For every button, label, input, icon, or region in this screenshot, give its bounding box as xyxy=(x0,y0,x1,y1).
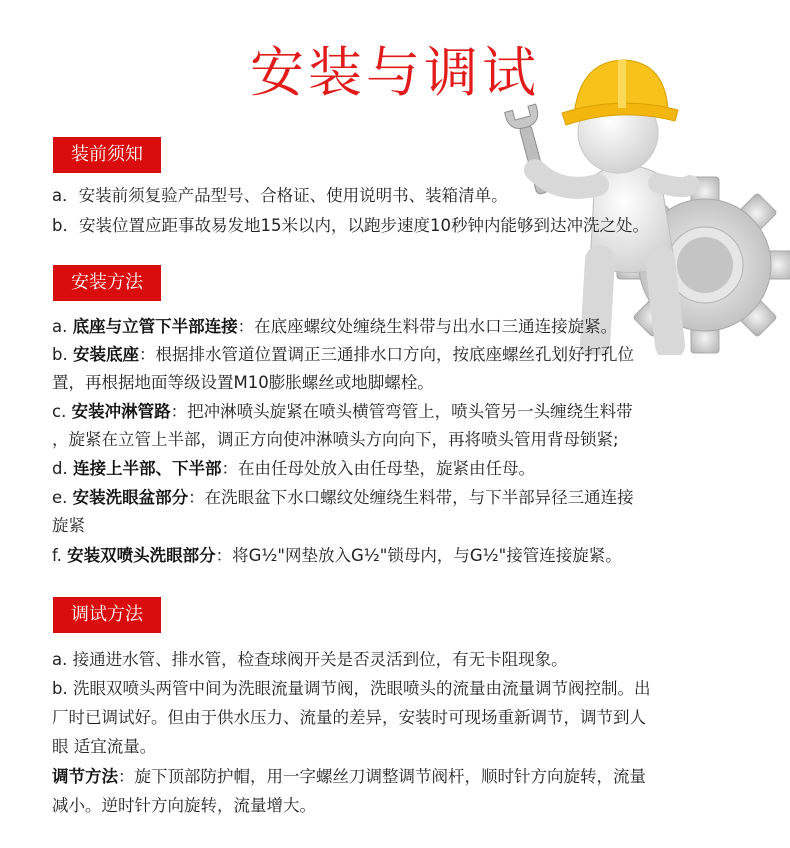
install-item-e: e. 安装洗眼盆部分：在洗眼盆下水口螺纹处缠绕生料带，与下半部异径三通连接 xyxy=(52,488,634,507)
install-item-b-cont: 置，再根据地面等级设置M10膨胀螺丝或地脚螺栓。 xyxy=(52,373,434,392)
debug-adjust-method: 调节方法：旋下顶部防护帽，用一字螺丝刀调整调节阀杆，顺时针方向旋转，流量 xyxy=(52,767,646,786)
worker-gear-illustration xyxy=(500,55,790,355)
debug-item-a: a. 接通进水管、排水管，检查球阀开关是否灵活到位，有无卡阻现象。 xyxy=(52,650,568,669)
section-heading-pre-install: 装前须知 xyxy=(53,137,161,173)
install-item-c-cont: ，旋紧在立管上半部，调正方向使冲淋喷头方向向下，再将喷头管用背母锁紧; xyxy=(52,430,619,449)
debug-item-b-cont2: 眼 适宜流量。 xyxy=(52,737,157,756)
install-item-a: a. 底座与立管下半部连接：在底座螺纹处缠绕生料带与出水口三通连接旋紧。 xyxy=(52,317,618,336)
install-item-c: c. 安装冲淋管路：把冲淋喷头旋紧在喷头横管弯管上，喷头管另一头缠绕生料带 xyxy=(52,402,633,421)
hard-hat-icon xyxy=(562,60,678,125)
pre-line-a: a．安装前须复验产品型号、合格证、使用说明书、装箱清单。 xyxy=(52,186,508,205)
debug-item-b: b. 洗眼双喷头两管中间为洗眼流量调节阀，洗眼喷头的流量由流量调节阀控制。出 xyxy=(52,679,651,698)
install-item-e-cont: 旋紧 xyxy=(52,516,85,535)
install-item-f: f. 安装双喷头洗眼部分：将G½"网垫放入G½"锁母内，与G½"接管连接旋紧。 xyxy=(52,546,622,565)
page-title: 安装与调试 xyxy=(250,41,540,104)
debug-item-b-cont1: 厂时已调试好。但由于供水压力、流量的差异，安装时可现场重新调节，调节到人 xyxy=(52,708,646,727)
section-heading-debug: 调试方法 xyxy=(53,597,161,633)
section-heading-install: 安装方法 xyxy=(53,265,161,301)
install-item-d: d. 连接上半部、下半部：在由任母处放入由任母垫，旋紧由任母。 xyxy=(52,459,535,478)
install-item-b: b. 安装底座：根据排水管道位置调正三通排水口方向，按底座螺丝孔划好打孔位 xyxy=(52,345,634,364)
debug-adjust-method-cont: 减小。逆时针方向旋转，流量增大。 xyxy=(52,796,316,815)
pre-line-b: b．安装位置应距事故易发地15米以内，以跑步速度10秒钟内能够到达冲洗之处。 xyxy=(52,216,649,235)
